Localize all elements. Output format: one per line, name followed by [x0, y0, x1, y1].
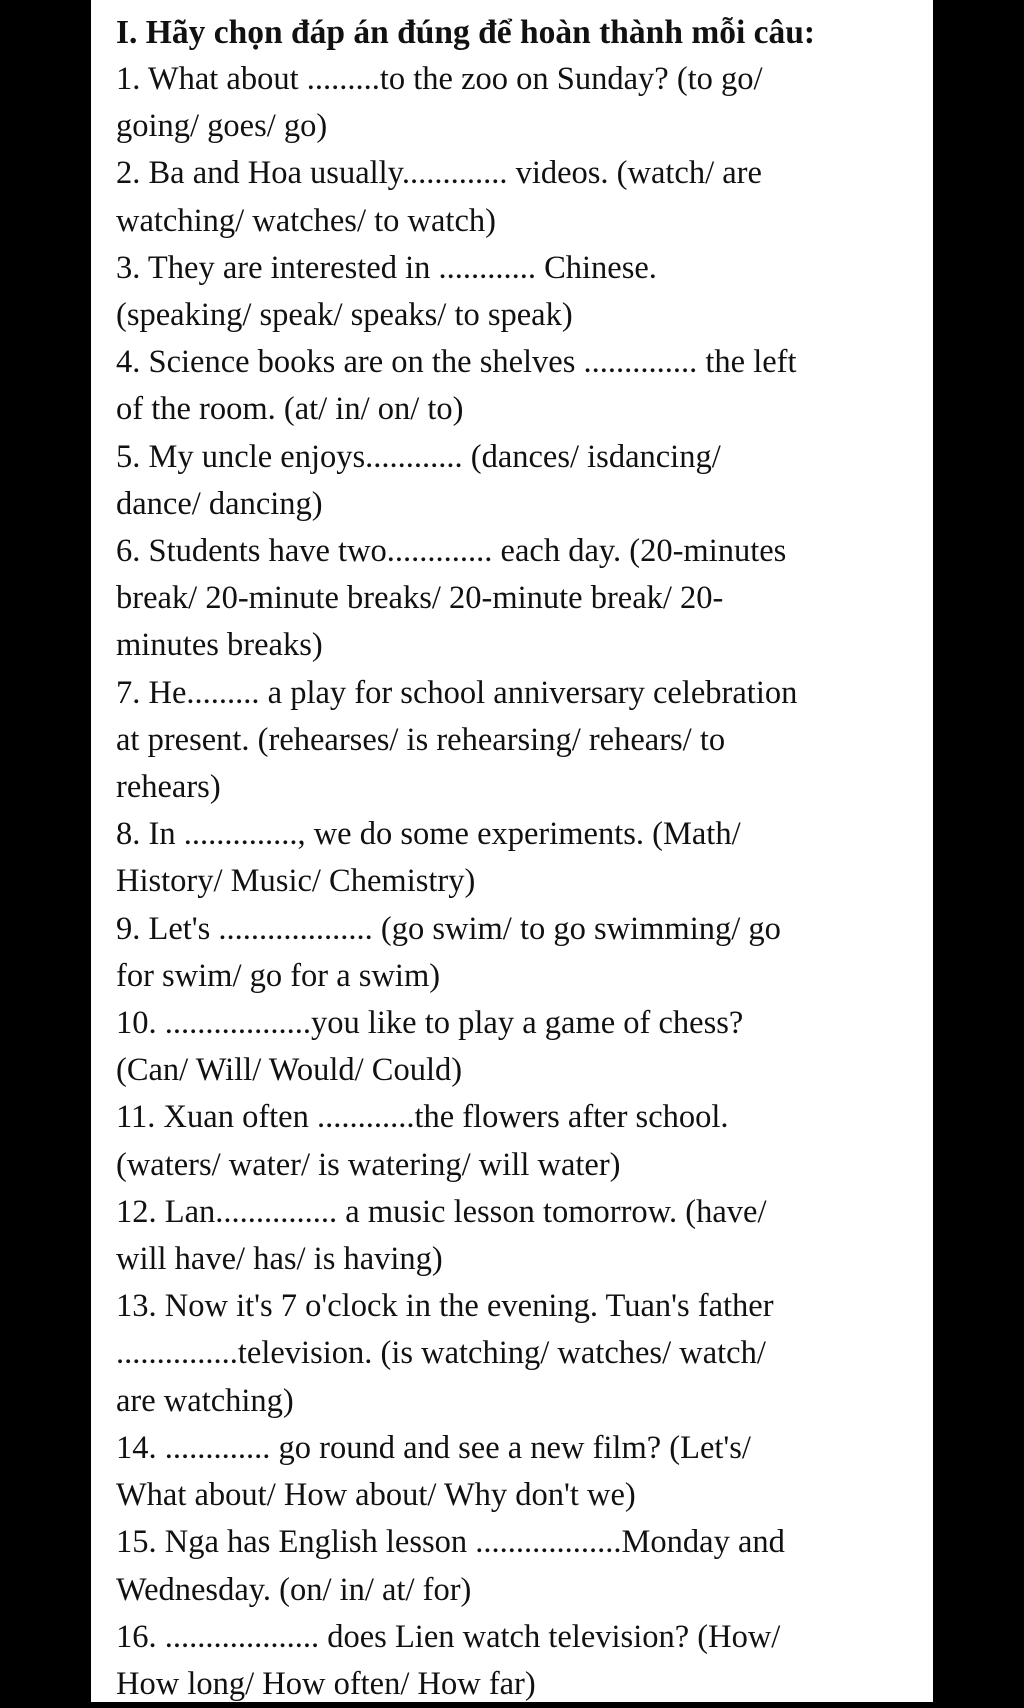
- question-line: ...............television. (is watching/ watches/ watch/: [116, 1335, 766, 1372]
- question-line: 5. My uncle enjoys............ (dances/ isdancing/: [116, 438, 721, 475]
- question-line: going/ goes/ go): [116, 108, 328, 145]
- question-list: [116, 56, 933, 1708]
- question-line: How long/ How often/ How far): [116, 1665, 536, 1702]
- question-item: [116, 906, 933, 1000]
- question-item: [116, 1425, 933, 1519]
- question-line: (speaking/ speak/ speaks/ to speak): [116, 297, 573, 334]
- question-item: [116, 245, 933, 339]
- question-item: [116, 339, 933, 433]
- question-item: [116, 434, 933, 528]
- question-line: 1. What about .........to the zoo on Sunday? (to go/: [116, 61, 763, 97]
- question-line: 13. Now it's 7 o'clock in the evening. Tuan's father: [116, 1288, 774, 1325]
- question-item: [116, 528, 933, 670]
- question-item: [116, 1189, 933, 1283]
- question-line: (Can/ Will/ Would/ Could): [116, 1052, 463, 1089]
- question-item: [116, 670, 933, 812]
- question-line: 11. Xuan often ............the flowers after school.: [116, 1099, 729, 1136]
- question-line: 16. ................... does Lien watch television? (How/: [116, 1618, 781, 1655]
- question-line: 6. Students have two............. each day. (20-minutes: [116, 533, 787, 570]
- question-line: watching/ watches/ to watch): [116, 202, 496, 239]
- question-line: at present. (rehearses/ is rehearsing/ rehears/ to: [116, 721, 726, 758]
- question-line: 3. They are interested in ............ Chinese.: [116, 249, 657, 286]
- question-line: 4. Science books are on the shelves .............. the left: [116, 344, 797, 381]
- question-line: History/ Music/ Chemistry): [116, 863, 476, 900]
- question-line: 8. In .............., we do some experiments. (Math/: [116, 816, 741, 853]
- question-item: [116, 1519, 933, 1613]
- question-line: of the room. (at/ in/ on/ to): [116, 391, 464, 428]
- section-heading: I. Hãy chọn đáp án đúng để hoàn thành mỗi câu:: [116, 14, 816, 51]
- question-line: Wednesday. (on/ in/ at/ for): [116, 1571, 472, 1608]
- question-line: will have/ has/ is having): [116, 1241, 443, 1278]
- question-line: rehears): [116, 769, 221, 806]
- question-line: 9. Let's ................... (go swim/ to go swimming/ go: [116, 910, 781, 947]
- question-line: are watching): [116, 1382, 294, 1419]
- question-line: (waters/ water/ is watering/ will water): [116, 1146, 621, 1183]
- question-line: break/ 20-minute breaks/ 20-minute break/ 20-: [116, 580, 724, 617]
- question-line: 14. ............. go round and see a new film? (Let's/: [116, 1429, 751, 1466]
- question-item: [116, 1283, 933, 1425]
- question-line: 2. Ba and Hoa usually............. videos. (watch/ are: [116, 155, 762, 192]
- question-item: [116, 811, 933, 905]
- question-line: 7. He......... a play for school anniversary celebration: [116, 674, 798, 711]
- question-line: What about/ How about/ Why don't we): [116, 1477, 636, 1514]
- question-line: for swim/ go for a swim): [116, 957, 441, 994]
- question-item: [116, 150, 933, 244]
- question-line: 12. Lan............... a music lesson tomorrow. (have/: [116, 1193, 767, 1230]
- question-line: 10. ..................you like to play a game of chess?: [116, 1005, 744, 1042]
- question-item: [116, 1614, 933, 1708]
- question-item: [116, 1000, 933, 1094]
- question-line: dance/ dancing): [116, 485, 323, 522]
- question-line: 15. Nga has English lesson ..................Monday and: [116, 1524, 785, 1561]
- question-item: [116, 1094, 933, 1188]
- question-item: [116, 56, 933, 150]
- worksheet-page: [91, 0, 933, 1702]
- question-line: minutes breaks): [116, 627, 323, 664]
